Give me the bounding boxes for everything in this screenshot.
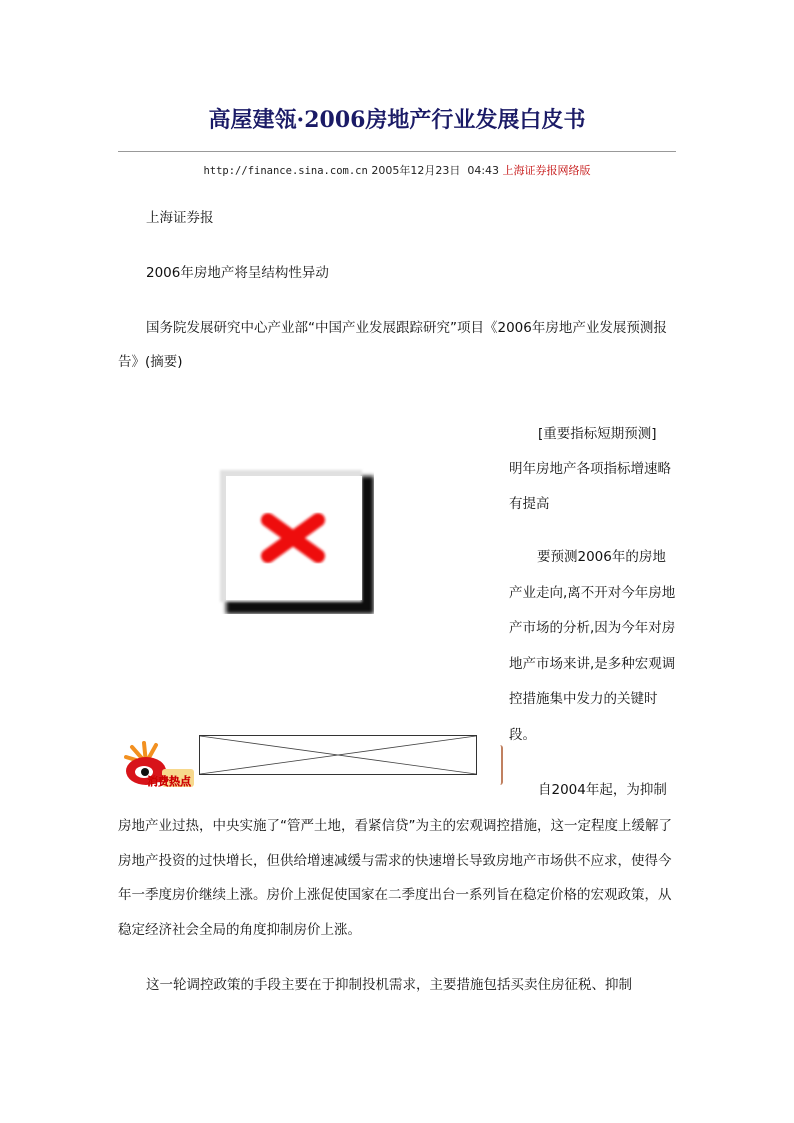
- paragraph-policy: 房地产业过热，中央实施了“管严土地，看紧信贷”为主的宏观调控措施，这一定程度上缓解了房地产投资的过快增长，但供给增速减缓与需求的快速增长导致房地产市场供不应求，使得今年一季度房价继续上涨。房价上涨促使国家在二季度出台一系列旨在稳定价格的宏观政策，从稳定经济社会全局的角度抑制房价上涨。: [118, 818, 672, 938]
- source-url[interactable]: http://finance.sina.com.cn: [203, 165, 368, 177]
- source-line: [0, 162, 794, 178]
- source-paper-link[interactable]: 上海证券报网络版: [502, 164, 591, 177]
- paragraph-measures: 这一轮调控政策的手段主要在于抑制投机需求，主要措施包括买卖住房征税、抑制: [146, 977, 632, 993]
- article-title: 高屋建瓴·2006房地产行业发展白皮书: [208, 107, 586, 133]
- source-time: 04:43: [467, 164, 500, 177]
- banner-placeholder[interactable]: [199, 735, 477, 775]
- sina-eye-logo[interactable]: [122, 741, 196, 789]
- title-divider: [118, 151, 676, 152]
- sidebar-body: 要预测2006年的房地产业走向,离不开对今年房地产市场的分析,因为今年对房地产市场来讲,是多种宏观调控措施集中发力的关键时段。: [509, 549, 676, 743]
- paragraph-source: 上海证券报: [146, 210, 214, 226]
- broken-image-icon: [218, 468, 374, 614]
- sidebar-subheading: 明年房地产各项指标增速略有提高: [509, 461, 671, 512]
- paragraph-report-title: 国务院发展研究中心产业部“中国产业发展跟踪研究”项目《2006年房地产业发展预测报告》(摘要): [118, 320, 667, 370]
- paragraph-headline: 2006年房地产将呈结构性异动: [146, 265, 329, 281]
- banner-logo-text: 消费热点: [147, 775, 191, 788]
- paragraph-policy-start: 自2004年起，为抑制: [538, 782, 667, 798]
- source-date: 2005年12月23日: [371, 164, 461, 177]
- sidebar-heading: [重要指标短期预测]: [538, 426, 657, 442]
- banner-edge: [498, 745, 503, 785]
